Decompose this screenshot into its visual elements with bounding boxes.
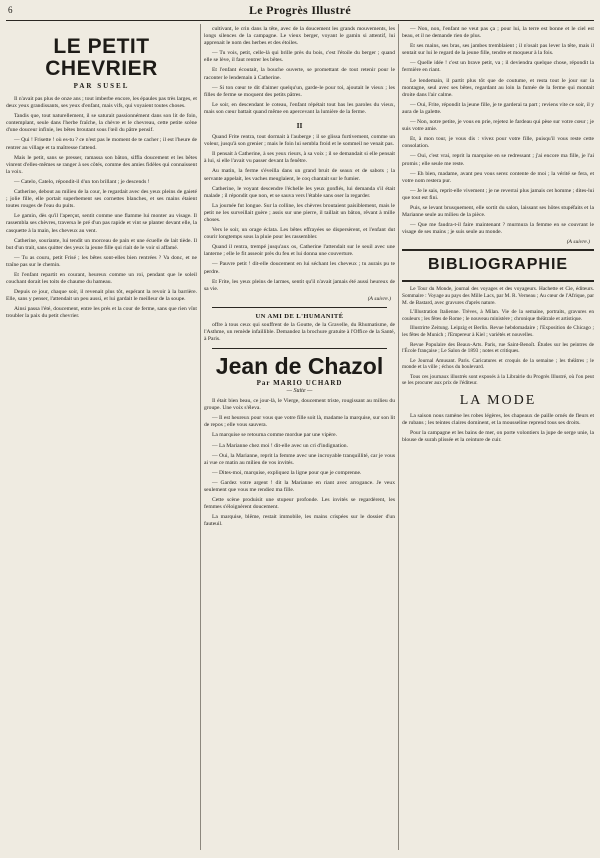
chapter-heading: II bbox=[296, 121, 303, 131]
mode-title: LA MODE bbox=[459, 393, 537, 409]
column-3 bbox=[402, 26, 594, 850]
paragraph: Le lendemain, il partit plus tôt que de coutume, et resta tout le jour sur la montagne, seul avec ses bêtes, regardant au loin la fumée de la ferme qui montait droite dans l'air calme. bbox=[402, 77, 594, 98]
paragraph: — Si ton cœur te dit d'aimer quelqu'un, garde-le pour toi, ajoutait le vieux ; les filles de ferme se moquent des petits pâtres. bbox=[204, 84, 395, 98]
paragraph: Mais le petit, sans se presser, ramassa son bâton, siffla doucement et les bêtes vinrent d'elles-mêmes se ranger à ses côtés, comme des amies fidèles qui connaissent la voix. bbox=[6, 154, 197, 175]
paragraph: Le gamin, dès qu'il l'aperçut, sentit comme une flamme lui monter au visage. Il rassembla ses chèvres, traversa le pré d'un pas rapide et vint se planter devant elle, la casquette à la main, les cheveux au vent. bbox=[6, 213, 197, 234]
story-text bbox=[6, 96, 197, 321]
paragraph: — Eh bien, madame, avant peu vous serez contente de moi ; la vérité se fera, et votre nom restera pur. bbox=[402, 170, 594, 184]
bibliographie-entries bbox=[402, 286, 594, 387]
bibliographie-entry: Illustrirte Zeitung. Leipzig et Berlin. Revue hebdomadaire ; l'Exposition de Chicago ; les fêtes de Munich ; l'Empereur à Kiel ; variétés et nouvelles. bbox=[402, 325, 594, 338]
paragraph: Et l'enfant écoutait, la bouche ouverte, se promettant de tout retenir pour le raconter le lendemain à Catherine. bbox=[204, 67, 395, 81]
paragraph: Vers le soir, un orage éclata. Les bêtes effrayées se dispersèrent, et l'enfant dut courir longtemps sous la pluie pour les rassembler. bbox=[204, 227, 395, 241]
column-2 bbox=[204, 26, 395, 850]
section-divider bbox=[212, 307, 387, 308]
paragraph: Catherine, souriante, lui tendit un morceau de pain et une écuelle de lait tiède. Il but d'un trait, sans quitter des yeux la jeune fille qui riait de le voir si affamé. bbox=[6, 237, 197, 251]
paragraph: Il était bien beau, ce jour-là, le Vierge, doucement triste, rougissant au milieu du groupe. Une voix s'éleva. bbox=[204, 398, 395, 412]
paragraph: Et ses mains, ses bras, ses jambes tremblaient ; il n'osait pas lever la tête, mais il sentait sur lui le regard de la jeune fille, tendre et moqueur à la fois. bbox=[402, 43, 594, 57]
paragraph: Ainsi passa l'été, doucement, entre les prés et la cour de ferme, sans que rien vînt troubler la paix du petit chevrier. bbox=[6, 306, 197, 320]
paragraph: Pour la campagne et les bains de mer, on porte volontiers la jupe de serge unie, la blouse de surah plissée et la ceinture de cuir. bbox=[402, 430, 594, 444]
paragraph: — Tu as couru, petit Frisé ; les bêtes sont-elles bien rentrées ? Va donc, et ne traîne pas sur le chemin. bbox=[6, 254, 197, 268]
paragraph: La journée fut longue. Sur la colline, les chèvres broutaient paisiblement, mais le petit ne les surveillait guère ; assis sur une pierre, il taillait un bâton, rêvant à mille choses. bbox=[204, 202, 395, 223]
notice-text: offre à tous ceux qui souffrent de la Goutte, de la Gravelle, du Rhumatisme, de l'Asthme, un remède infaillible. Demandez la brochure gratuite à l'Office de la Santé, à Paris. bbox=[204, 321, 395, 342]
feuilleton-text bbox=[204, 398, 395, 528]
paragraph: Quand Frite rentra, tout dormait à l'auberge ; il se glissa furtivement, comme un voleur, jusqu'à son grenier ; mais le foin lui sembla froid et le sommeil ne venait pas. bbox=[204, 134, 395, 148]
paragraph: Depuis ce jour, chaque soir, il revenait plus tôt, espérant la revoir à la barrière. Elle, sans y penser, l'attendait un peu aussi, et lui gardait le meilleur de la soupe. bbox=[6, 289, 197, 303]
bibliographie-entry: L'Illustration Italienne. Trèves, à Milan. Vie de la semaine, portraits, gravures en couleurs ; les fêtes de Rome ; le nouveau ministère ; chronique théâtrale et artistique. bbox=[402, 309, 594, 322]
feuilleton-end-mark: (A suivre.) bbox=[566, 239, 590, 246]
paragraph: — Oui, la Marianne, reprit la femme avec une incroyable tranquillité, car je vous ai vue ce matin au milieu de vos invités. bbox=[204, 452, 395, 466]
paragraph: Au matin, la ferme s'éveilla dans un grand bruit de seaux et de sabots ; la servante appelait, les vaches meuglaient, le coq chantait sur le fumier. bbox=[204, 168, 395, 182]
paragraph: — Qui ! Frisette ! où es-tu ? ce n'est pas le moment de te cacher ; il est l'heure de rentrer au village et ta maîtresse t'attend. bbox=[6, 137, 197, 151]
paragraph: Et Frite, les yeux pleins de larmes, sentit qu'il n'avait jamais été aussi heureux de sa vie. bbox=[204, 278, 395, 292]
column-1 bbox=[6, 26, 197, 850]
paragraph: Puis, se levant brusquement, elle sortit du salon, laissant ses hôtes stupéfaits et la Marianne seule au milieu de la pièce. bbox=[402, 204, 594, 219]
paragraph: — Pauvre petit ! dit-elle doucement en lui séchant les cheveux ; tu aurais pu te perdre. bbox=[204, 261, 395, 275]
page-number: 6 bbox=[8, 5, 13, 15]
masthead: Le Progrès Illustré bbox=[248, 3, 352, 17]
bibliographie-entry: Le Tour du Monde, journal des voyages et des voyageurs. Hachette et Cie, éditeurs. Sommaire : Voyage au pays des Mille Lacs, par M. R. Verneau ; Au cœur de l'Afrique, par M. de Bastard, avec gravures d'après nature. bbox=[402, 286, 594, 306]
paragraph: Il n'avait pas plus de onze ans ; tout imberbe encore, les épaules pas très larges, et deux yeux grandissants, ses yeux d'enfant, mais vifs, qui voyaient toutes choses. bbox=[6, 96, 197, 110]
paragraph: La saison nous ramène les robes légères, les chapeaux de paille ornés de fleurs et de rubans ; les teintes claires dominent, et la mousseline reprend tous ses droits. bbox=[402, 413, 594, 427]
paragraph: — Non, non, l'enfant ne veut pas ça ; pour lui, la terre est bonne et le ciel est beau, et il ne demande rien de plus. bbox=[402, 26, 594, 40]
paragraph: Et, à mon tour, je vous dis : vivez pour votre fille, puisqu'il vous reste cette consolation. bbox=[402, 136, 594, 150]
paragraph: — Quelle idée ! c'est un brave petit, va ; il deviendra quelque chose, répondit la fermière en riant. bbox=[402, 60, 594, 74]
story-text-continued bbox=[204, 26, 395, 116]
bibliographie-title: BIBLIOGRAPHIE bbox=[427, 256, 569, 274]
story-text-chapter-2 bbox=[204, 134, 395, 293]
mode-text bbox=[402, 413, 594, 444]
paragraph: Catherine, debout au milieu de la cour, le regardait avec des yeux pleins de gaieté ; jolie fille, elle portait superbement ses cornettes blanches, et ses mains étaient toutes rouges de l'eau du puits. bbox=[6, 189, 197, 210]
bibliographie-entry: Le Journal Amusant. Paris. Caricatures et croquis de la semaine ; les théâtres ; le monde et la ville ; échos du boulevard. bbox=[402, 357, 594, 371]
header-rule bbox=[6, 20, 594, 21]
story-end-mark: (A suivre.) bbox=[367, 295, 391, 302]
feuilleton-text-col3 bbox=[402, 119, 594, 236]
paragraph: — Catelo, Catelo, répondit-il d'un ton brillant ; je descends ! bbox=[14, 178, 150, 185]
section-divider bbox=[212, 348, 387, 349]
paragraph: — Oui, Frite, répondit la jeune fille, je te garderai ta part ; reviens vite ce soir, il y aura de la galette. bbox=[402, 101, 594, 115]
paragraph: Tandis que, tout naturellement, il se saturait passionnément dans son lit de foin, contemplant, seule dans l'herbe fraîche, la chèvre et le chevreau, cette petite scène d'une douceur infinie, les bêtes broutant sous l'œil du pâtre pensif. bbox=[6, 113, 197, 134]
paragraph: La marquise, blême, restait immobile, les mains crispées sur le dossier d'un fauteuil. bbox=[204, 514, 395, 528]
column-divider bbox=[200, 24, 201, 850]
paragraph: La marquise se retourna comme mordue par une vipère. bbox=[212, 432, 338, 439]
paragraph: Le soir, en descendant le coteau, l'enfant répétait tout bas les paroles du vieux, mais son cœur battait quand même en apercevant la lumière de la ferme. bbox=[204, 101, 395, 115]
paragraph: Quand il rentra, trempé jusqu'aux os, Catherine l'attendait sur le seuil avec une lanterne ; elle le fit asseoir près du feu et lui donna une couverture. bbox=[204, 244, 395, 258]
paragraph: — La Marianne chez moi ! dit-elle avec un cri d'indignation. bbox=[212, 442, 348, 449]
paragraph: — Il est heureux pour vous que votre fille soit là, madame la marquise, sur son lit de repos ; elle vous sauvera. bbox=[204, 415, 395, 429]
feuilleton-title: Jean de Chazol bbox=[215, 353, 384, 380]
paragraph: Catherine, le voyant descendre l'échelle les yeux gonflés, lui demanda s'il était malade ; il répondit que non, et se sauva vers l'étable sans oser la regarder. bbox=[204, 185, 395, 199]
paragraph: — Tu vois, petit, celle-là qui brille près du bois, c'est l'étoile du berger ; quand elle se lève, il faut rentrer les bêtes. bbox=[204, 50, 395, 64]
paragraph: — Gardez votre argent ! dit la Marianne en riant avec arrogance. Je veux seulement que vous me rendiez ma fille. bbox=[204, 479, 395, 494]
story-title: LE PETIT CHEVRIER bbox=[45, 35, 158, 80]
paragraph: — Je le sais, reprit-elle vivement ; je ne reverrai plus jamais cet homme ; dites-lui que tout est fini. bbox=[402, 187, 594, 201]
paragraph: Il pensait à Catherine, à ses yeux rieurs, à sa voix ; il se demandait si elle pensait à lui, si elle l'avait vu passer devant la fenêtre. bbox=[204, 151, 395, 165]
bibliographie-entry: Tous ces journaux illustrés sont exposés à la Librairie du Progrès Illustré, où l'on peut se les procurer aux prix de l'éditeur. bbox=[402, 373, 594, 387]
story-byline: PAR SUSEL bbox=[73, 82, 130, 90]
bibliographie-entry: Revue Populaire des Beaux-Arts. Paris, rue Saint-Benoît. Études sur les peintres de l'École française ; Le Salon de 1893 ; notes et critiques. bbox=[402, 341, 594, 355]
feuilleton-author: Par MARIO UCHARD bbox=[256, 379, 343, 388]
feuilleton-suite: — Suite — bbox=[286, 388, 313, 395]
story-text-col3 bbox=[402, 26, 594, 116]
paragraph: Et l'enfant repartit en courant, heureux comme un roi, pendant que le soleil couchant dorait les toits de chaume du hameau. bbox=[6, 271, 197, 286]
paragraph: — Oui, c'est vrai, reprit la marquise en se redressant ; j'ai encore ma fille, je l'ai promis ; elle seule me reste. bbox=[402, 153, 594, 167]
bibliographie-header bbox=[402, 249, 594, 282]
page-header bbox=[0, 0, 600, 22]
paragraph: cultivant, le crin dans la tête, avec de la doucement les grands mouvements, les longs silences de la campagne. Le vieux berger, voyant le gamin si attentif, lui apprenait le nom des herbes et des étoiles. bbox=[204, 26, 395, 47]
paragraph: Cette scène produisit une stupeur profonde. Les invités se regardèrent, les femmes s'éloignèrent doucement. bbox=[204, 497, 395, 511]
notice-title: UN AMI DE L'HUMANITÉ bbox=[255, 312, 344, 320]
paragraph: — Non, notre petite, je vous en prie, rejetez le fardeau qui pèse sur votre cœur ; je suis votre amie. bbox=[402, 119, 594, 133]
column-divider bbox=[398, 24, 399, 850]
paragraph: — Dites-moi, marquise, expliquez la ligne pour que je comprenne. bbox=[212, 469, 362, 476]
paragraph: — Que me faudra-t-il faire maintenant ? murmura la femme en se couvrant le visage de ses mains ; je suis seule au monde. bbox=[402, 222, 594, 236]
